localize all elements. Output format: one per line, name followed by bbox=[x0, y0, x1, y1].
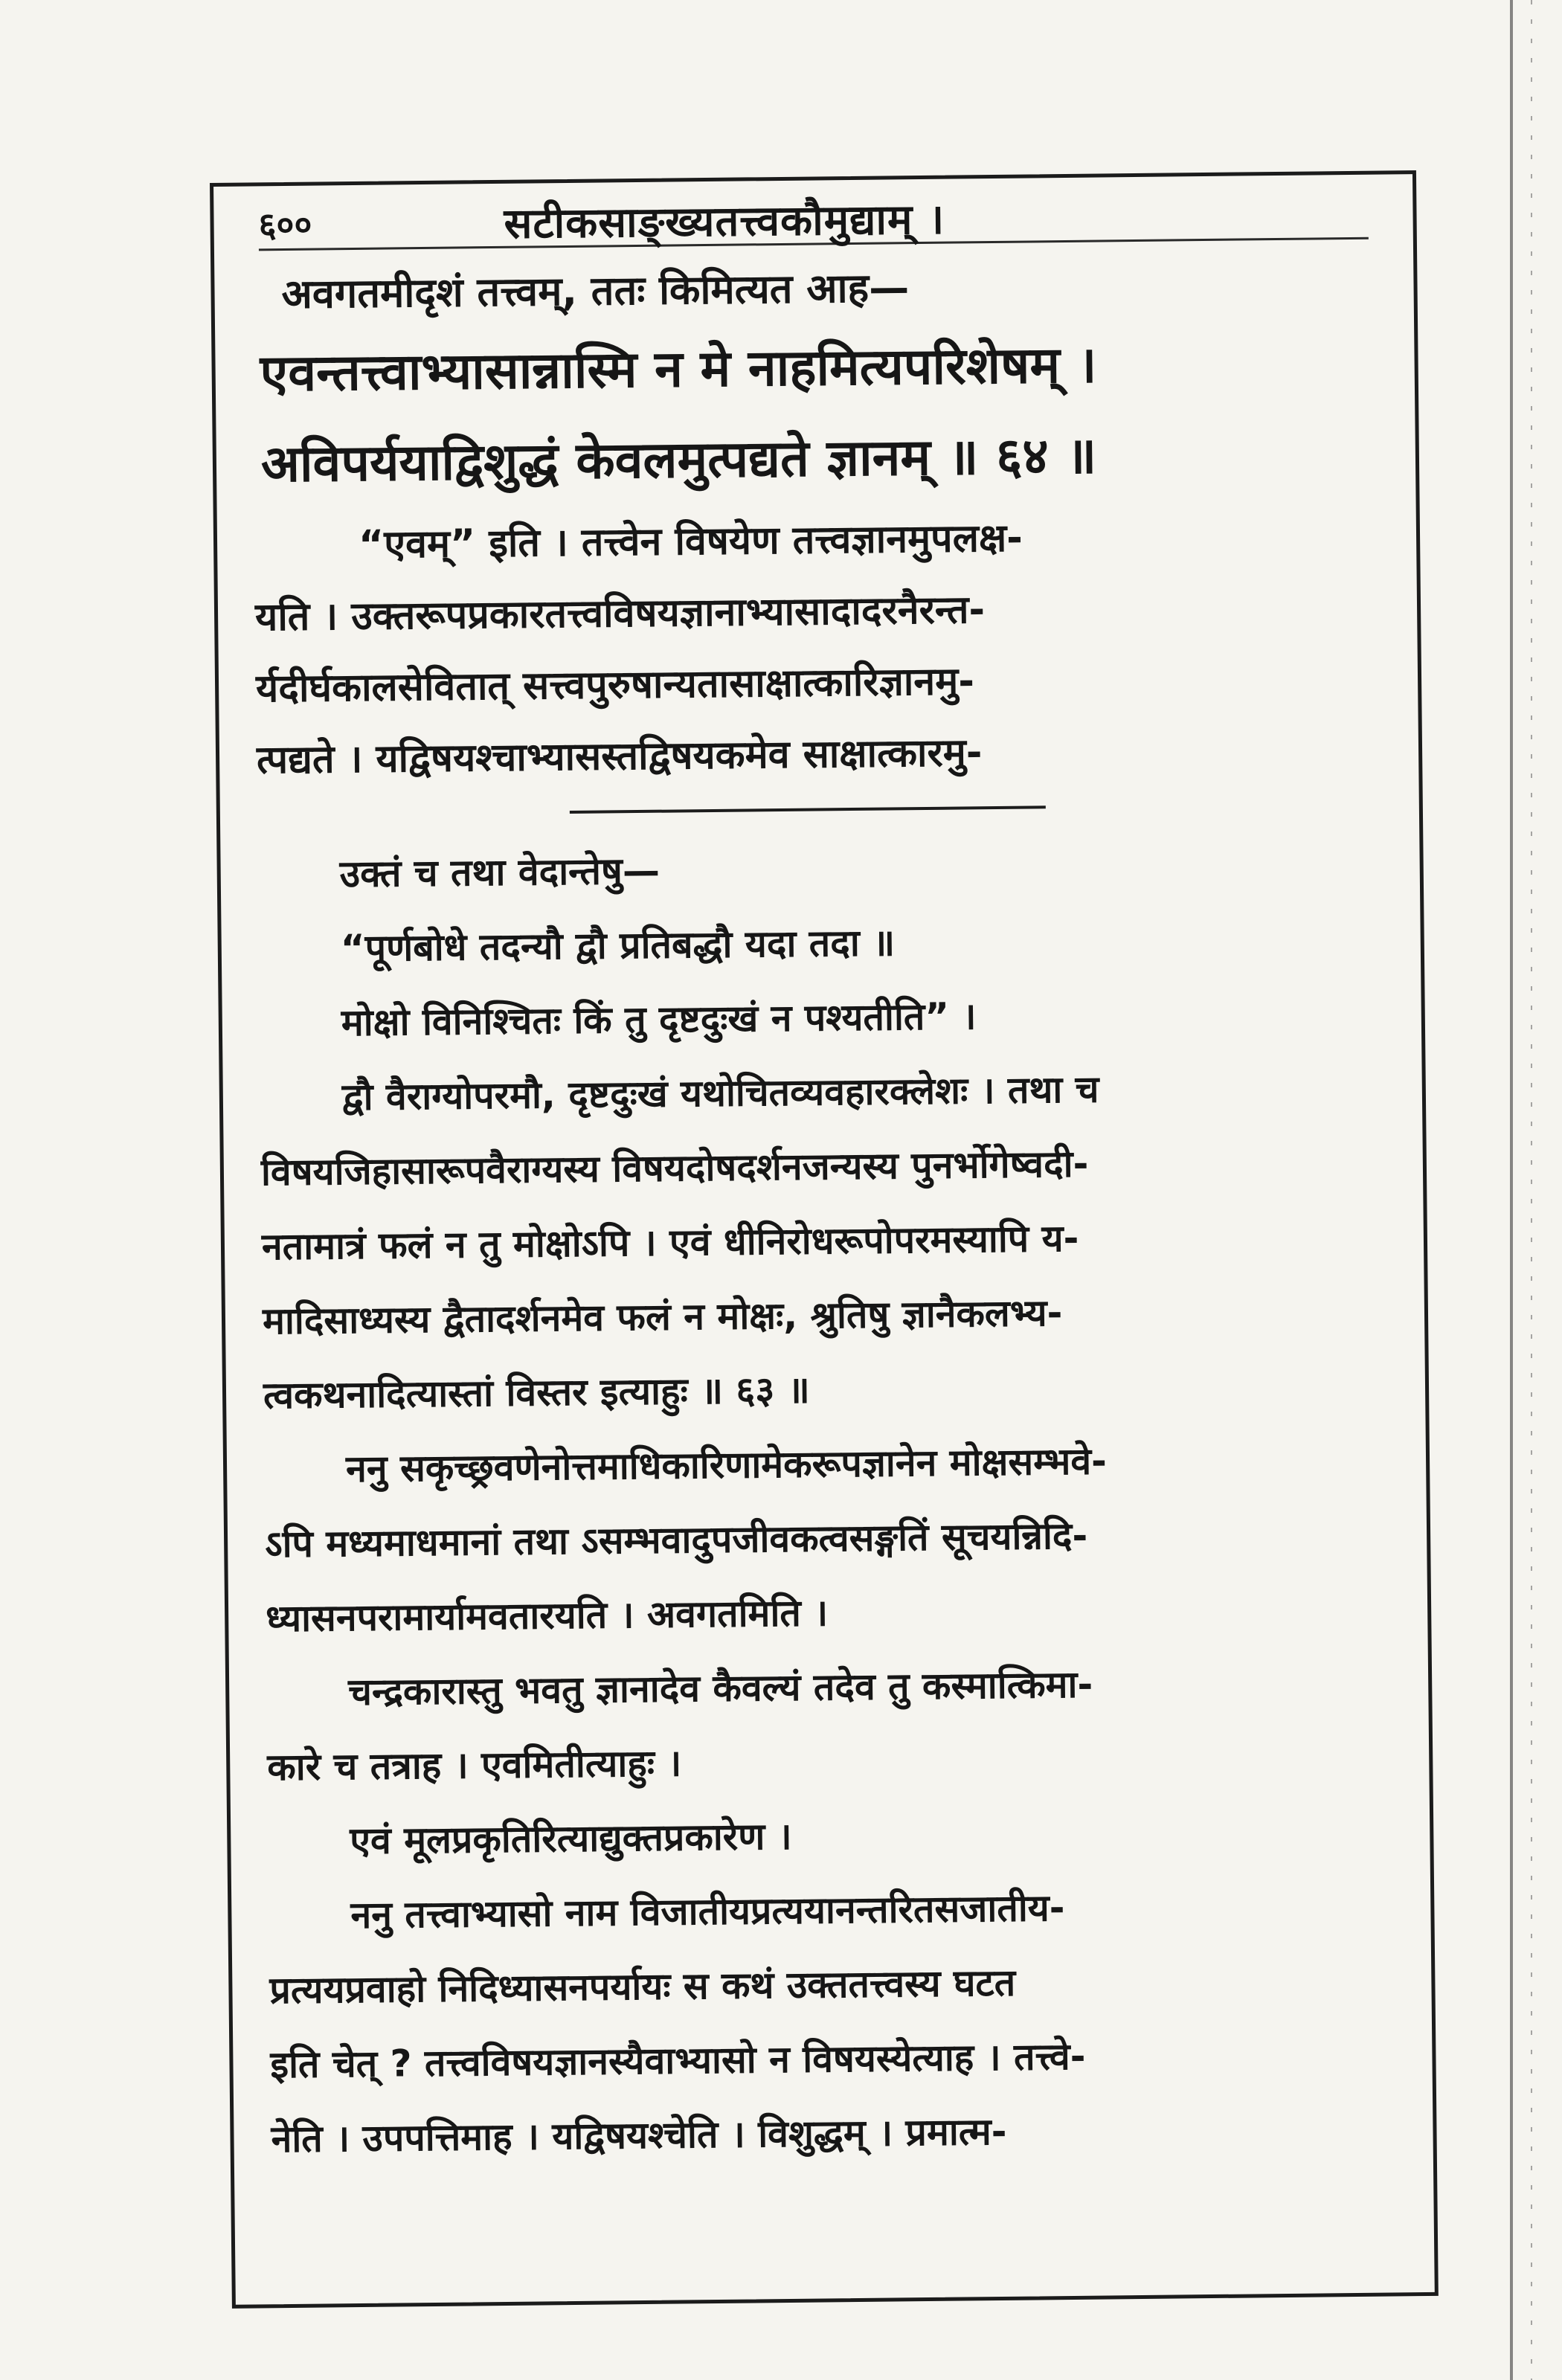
note-line: नतामात्रं फलं न तु मोक्षोऽपि । एवं धीनिरोधरूपोपरमस्यापि य- bbox=[261, 1216, 1079, 1269]
karika-line-2: अविपर्ययाद्विशुद्धं केवलमुत्पद्यते ज्ञानम् ॥ ६४ ॥ bbox=[260, 426, 1097, 495]
intro-line: अवगतमीदृशं तत्त्वम्, ततः किमित्यत आह— bbox=[281, 264, 910, 318]
section-divider bbox=[570, 805, 1046, 814]
note-line: इति चेत् ? तत्त्वविषयज्ञानस्यैवाभ्यासो न विषयस्येत्याह । तत्त्वे- bbox=[270, 2034, 1086, 2087]
page-number: ६०० bbox=[258, 204, 312, 245]
book-gutter-edge bbox=[1510, 0, 1513, 2380]
note-line: ध्यासनपरामार्यामवतारयति । अवगतमिति । bbox=[265, 1591, 829, 1641]
note-line: उक्तं च तथा वेदान्तेषु— bbox=[339, 849, 661, 896]
note-line: ननु तत्त्वाभ्यासो नाम विजातीयप्रत्ययानन्तरितसजातीय- bbox=[350, 1886, 1065, 1937]
note-line: नेति । उपपत्तिमाह । यद्विषयश्चेति । विशुद्धम् । प्रमात्म- bbox=[271, 2109, 1007, 2161]
note-line: प्रत्ययप्रवाहो निदिध्यासनपर्यायः स कथं उक्ततत्त्वस्य घटत bbox=[269, 1961, 1016, 2013]
karika-line-1: एवन्तत्त्वाभ्यासान्नास्मि न मे नाहमित्यपरिशेषम् । bbox=[260, 335, 1097, 404]
note-line: “पूर्णबोधे तदन्यौ द्वौ प्रतिबद्धौ यदा तदा ॥ bbox=[340, 921, 896, 971]
commentary-line: र्यदीर्घकालसेवितात् सत्त्वपुरुषान्यतासाक्षात्कारिज्ञानमु- bbox=[255, 659, 975, 712]
note-line: कारे च तत्राह । एवमितीत्याहुः । bbox=[267, 1741, 682, 1789]
commentary-line: “एवम्” इति । तत्त्वेन विषयेण तत्त्वज्ञानमुपलक्ष- bbox=[358, 515, 1023, 567]
running-title: सटीकसाङ्ख्यतत्त्वकौमुद्याम् । bbox=[504, 195, 945, 248]
note-line: मोक्षो विनिश्चितः किं तु दृष्टदुःखं न पश्यतीति” । bbox=[341, 994, 977, 1045]
note-line: चन्द्रकारास्तु भवतु ज्ञानादेव कैवल्यं तदेव तु कस्मात्किमा- bbox=[347, 1662, 1093, 1714]
note-line: मादिसाध्यस्य द्वैतादर्शनमेव फलं न मोक्षः, श्रुतिषु ज्ञानैकलभ्य- bbox=[262, 1291, 1063, 1343]
note-line: विषयजिहासारूपवैराग्यस्य विषयदोषदर्शनजन्यस्य पुनर्भोगेष्वदी- bbox=[260, 1142, 1089, 1194]
note-line: ननु सकृच्छ्रवणेनोत्तमाधिकारिणामेकरूपज्ञानेन मोक्षसम्भवे- bbox=[345, 1439, 1108, 1491]
commentary-line: त्पद्यते । यद्विषयश्चाभ्यासस्तद्विषयकमेव साक्षात्कारमु- bbox=[256, 730, 983, 783]
commentary-line: यति । उक्तरूपप्रकारतत्त्वविषयज्ञानाभ्यासादादरनैरन्त- bbox=[254, 588, 986, 640]
note-line: त्वकथनादित्यास्तां विस्तर इत्याहुः ॥ ६३ ॥ bbox=[263, 1368, 811, 1418]
note-line: ऽपि मध्यमाधमानां तथा ऽसम्भवादुपजीवकत्वसङ्गतिं सूचयन्निदि- bbox=[264, 1514, 1088, 1566]
note-line: एवं मूलप्रकृतिरित्याद्युक्तप्रकारेण । bbox=[350, 1814, 792, 1863]
page-header bbox=[258, 185, 1369, 251]
page-edge-dotted-line bbox=[1531, 0, 1532, 2380]
page-body bbox=[251, 249, 1399, 2177]
text-frame bbox=[210, 170, 1439, 2309]
note-line: द्वौ वैराग्योपरमौ, दृष्टदुःखं यथोचितव्यवहारक्लेशः । तथा च bbox=[341, 1067, 1099, 1119]
